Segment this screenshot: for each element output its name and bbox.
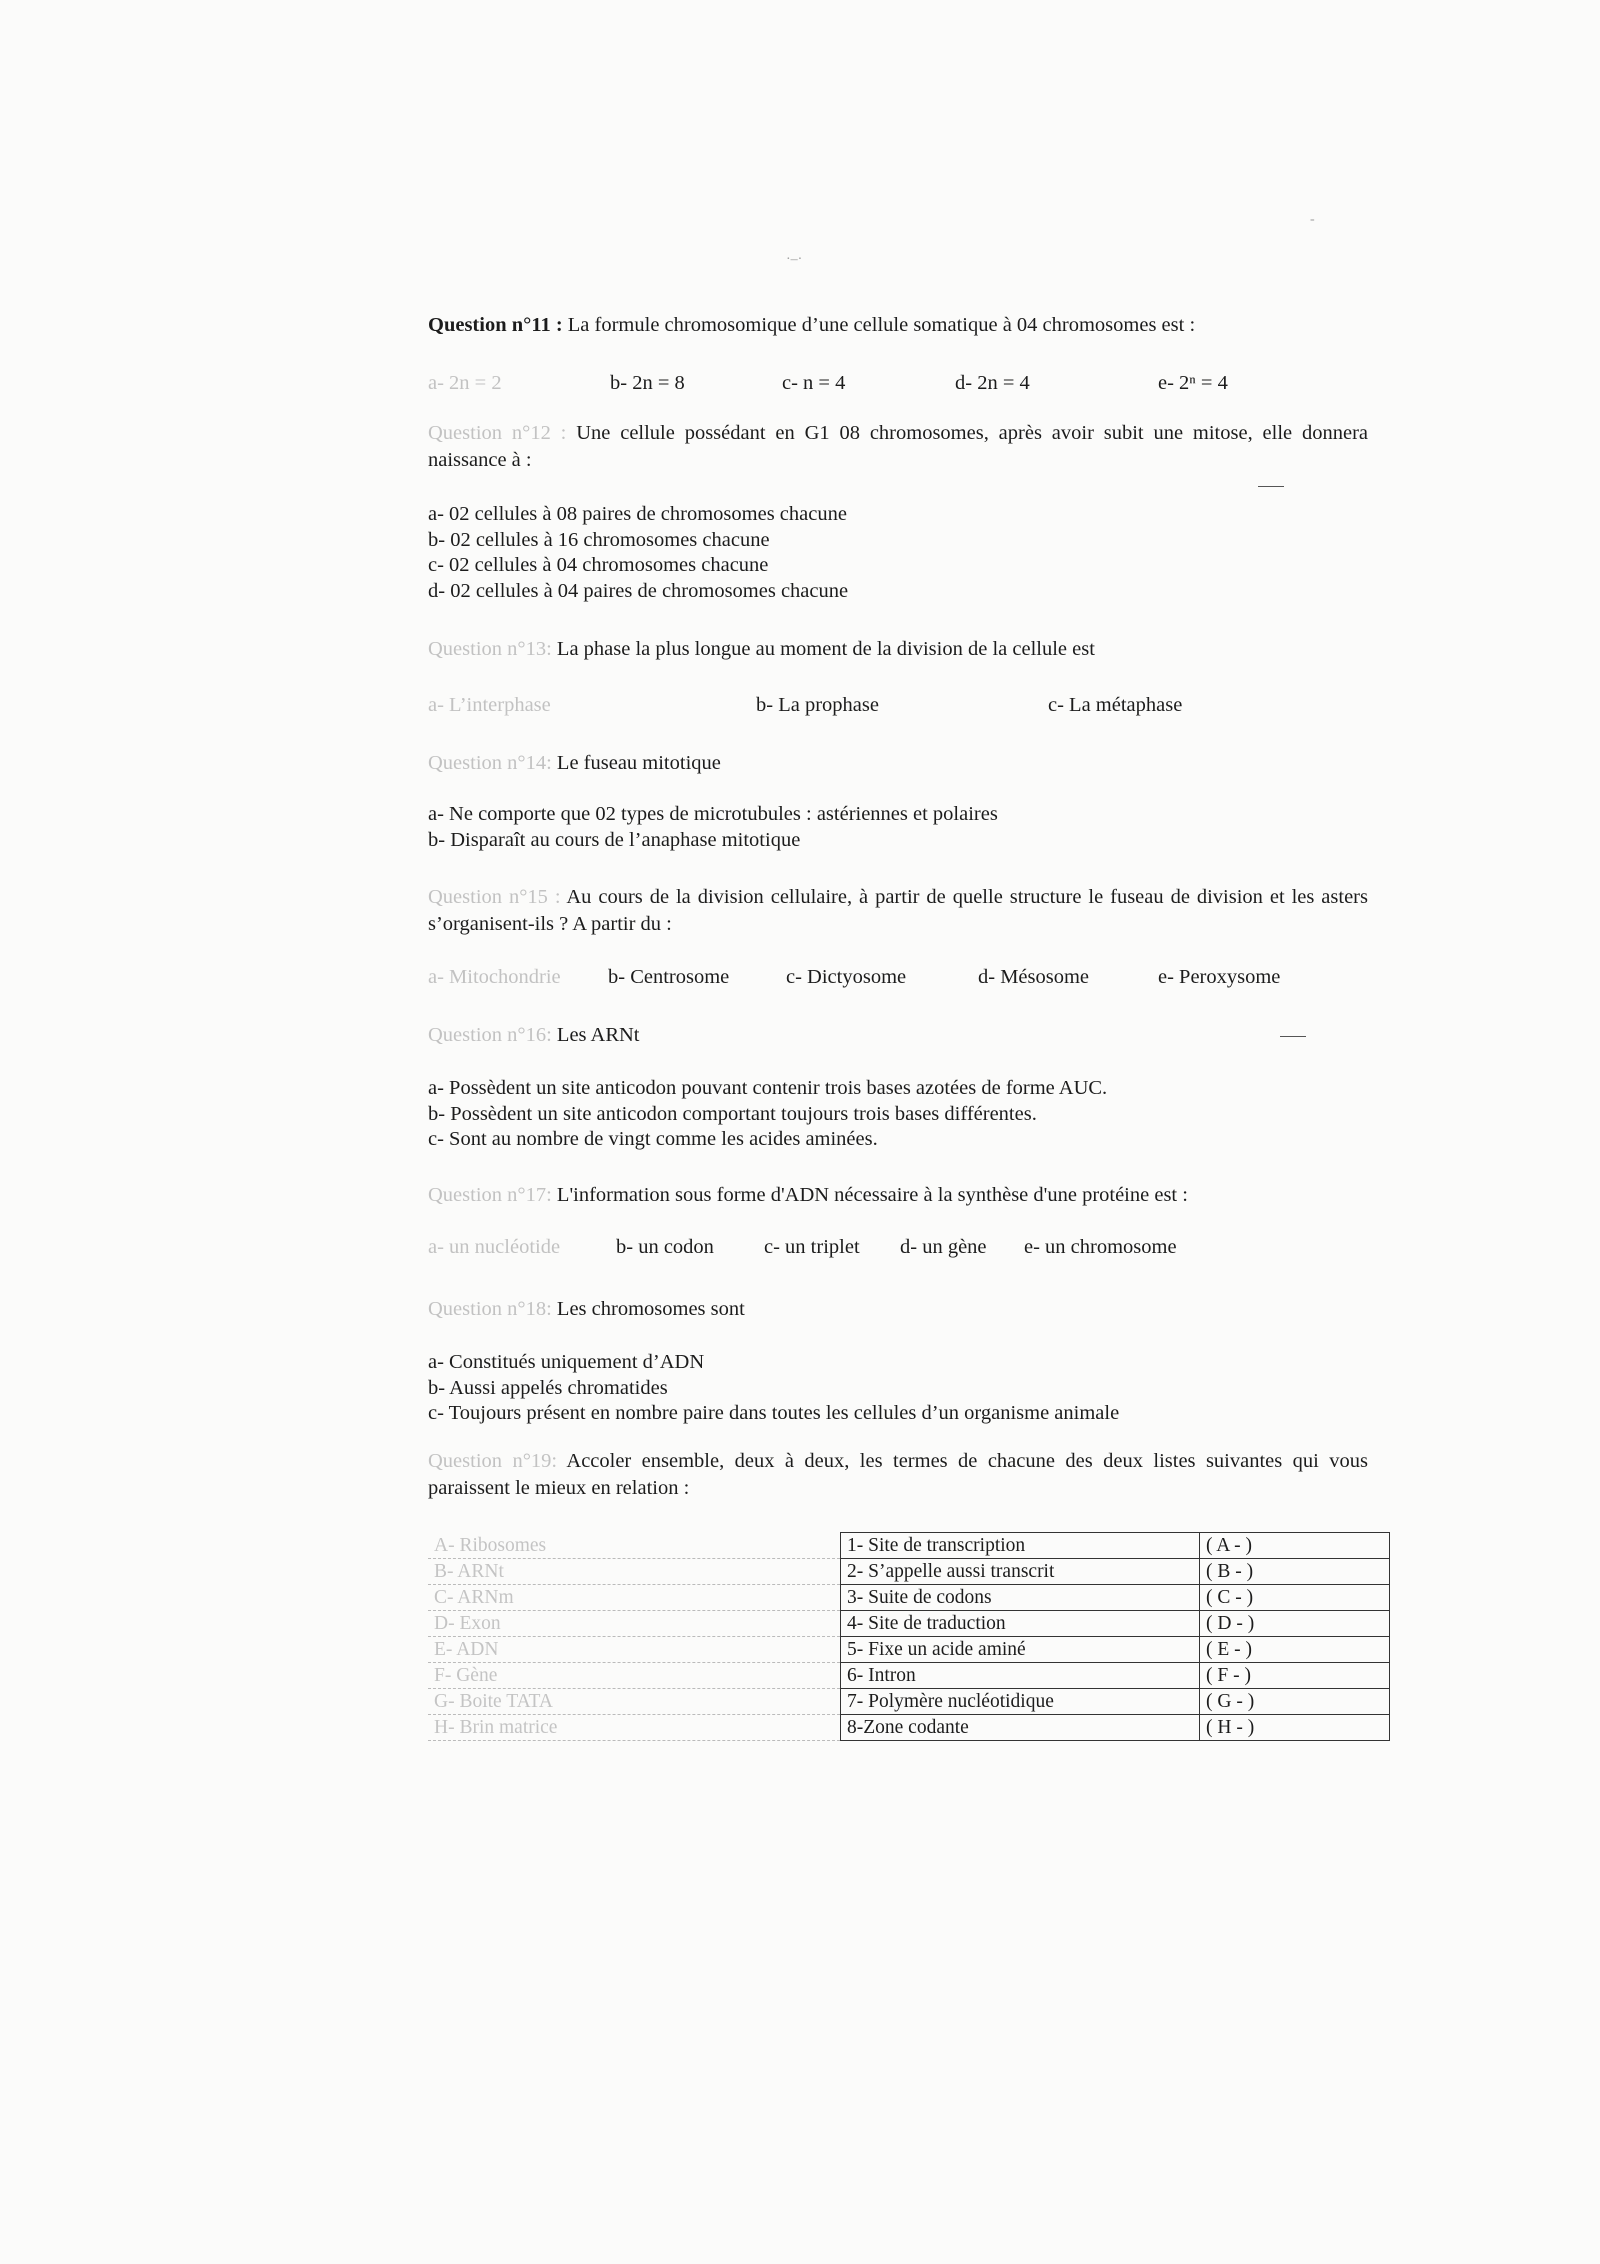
option-c: c- Sont au nombre de vingt comme les acides aminées. <box>428 1128 878 1150</box>
answer-slot: ( G - ) <box>1200 1689 1390 1715</box>
question-18-options <box>428 1350 1119 1427</box>
scan-mark <box>1280 1036 1306 1037</box>
question-15 <box>428 884 1368 938</box>
right-term: 1- Site de transcription <box>841 1533 1200 1559</box>
answer-slot: ( C - ) <box>1200 1585 1390 1611</box>
question-19 <box>428 1448 1368 1502</box>
right-term: 4- Site de traduction <box>841 1611 1200 1637</box>
option-c: c- Toujours présent en nombre paire dans toutes les cellules d’un organisme animale <box>428 1402 1120 1424</box>
question-16 <box>428 1022 1368 1049</box>
option-c: c- un triplet <box>764 1236 860 1258</box>
left-term: E- ADN <box>428 1637 841 1663</box>
option-b: b- Disparaît au cours de l’anaphase mitotique <box>428 828 801 851</box>
option-b: b- Centrosome <box>608 966 730 988</box>
option-b: b- 02 cellules à 16 chromosomes chacune <box>428 528 770 551</box>
option-a: a- Ne comporte que 02 types de microtubules : astériennes et polaires <box>428 803 998 825</box>
question-11 <box>428 312 1368 339</box>
question-text: Une cellule possédant en G1 08 chromosomes, après avoir subit une mitose, elle donnera naissance à : <box>428 422 1369 471</box>
left-term: F- Gène <box>428 1663 841 1689</box>
option-d: d- un gène <box>900 1236 987 1258</box>
option-b: b- Aussi appelés chromatides <box>428 1376 668 1399</box>
question-label: Question n°11 : <box>428 314 563 336</box>
question-17 <box>428 1182 1368 1209</box>
answer-slot: ( A - ) <box>1200 1533 1390 1559</box>
option-a: a- Possèdent un site anticodon pouvant contenir trois bases azotées de forme AUC. <box>428 1077 1108 1099</box>
option-c: c- Dictyosome <box>786 966 907 988</box>
option-b: b- Possèdent un site anticodon comportant toujours trois bases différentes. <box>428 1102 1037 1125</box>
option-e: e- un chromosome <box>1024 1236 1177 1258</box>
left-term: G- Boite TATA <box>428 1689 841 1715</box>
question-13 <box>428 636 1368 663</box>
option-d: d- 2n = 4 <box>955 372 1030 394</box>
left-term: A- Ribosomes <box>428 1533 841 1559</box>
question-text: Les ARNt <box>556 1024 640 1046</box>
left-term: D- Exon <box>428 1611 841 1637</box>
question-12-options <box>428 502 848 604</box>
option-b: b- La prophase <box>756 694 879 716</box>
question-14-options <box>428 802 998 853</box>
right-term: 8-Zone codante <box>841 1715 1200 1741</box>
question-18 <box>428 1296 1368 1323</box>
option-a: a- Mitochondrie <box>428 966 561 988</box>
option-b: b- 2n = 8 <box>610 372 685 394</box>
question-label: Question n°14: <box>428 752 552 774</box>
option-a: a- un nucléotide <box>428 1236 561 1258</box>
scan-mark <box>1258 486 1284 487</box>
answer-slot: ( B - ) <box>1200 1559 1390 1585</box>
right-term: 6- Intron <box>841 1663 1200 1689</box>
table-row <box>428 1585 1390 1611</box>
table-row <box>428 1689 1390 1715</box>
option-c: c- La métaphase <box>1048 694 1183 716</box>
table-row <box>428 1715 1390 1741</box>
option-a: a- 02 cellules à 08 paires de chromosomes chacune <box>428 503 847 525</box>
scan-mark: - <box>1310 212 1315 227</box>
option-e: e- 2ⁿ = 4 <box>1158 372 1228 394</box>
left-term: C- ARNm <box>428 1585 841 1611</box>
question-14 <box>428 750 1368 777</box>
answer-slot: ( H - ) <box>1200 1715 1390 1741</box>
answer-slot: ( D - ) <box>1200 1611 1390 1637</box>
option-c: c- 02 cellules à 04 chromosomes chacune <box>428 554 769 576</box>
question-label: Question n°12 : <box>428 422 567 444</box>
question-12 <box>428 420 1368 474</box>
question-label: Question n°16: <box>428 1024 552 1046</box>
question-label: Question n°17: <box>428 1184 552 1206</box>
table-row <box>428 1559 1390 1585</box>
option-c: c- n = 4 <box>782 372 846 394</box>
question-text: Accoler ensemble, deux à deux, les termes de chacune des deux listes suivantes qui vous paraissent le mieux en relation : <box>428 1450 1369 1499</box>
option-d: d- 02 cellules à 04 paires de chromosomes chacune <box>428 579 849 602</box>
question-label: Question n°18: <box>428 1298 552 1320</box>
left-term: H- Brin matrice <box>428 1715 841 1741</box>
question-label: Question n°19: <box>428 1450 558 1472</box>
option-e: e- Peroxysome <box>1158 966 1281 988</box>
question-text: La phase la plus longue au moment de la division de la cellule est <box>556 638 1095 660</box>
table-row <box>428 1533 1390 1559</box>
right-term: 5- Fixe un acide aminé <box>841 1637 1200 1663</box>
right-term: 2- S’appelle aussi transcrit <box>841 1559 1200 1585</box>
answer-slot: ( F - ) <box>1200 1663 1390 1689</box>
question-text: La formule chromosomique d’une cellule somatique à 04 chromosomes est : <box>567 314 1196 336</box>
option-d: d- Mésosome <box>978 966 1090 988</box>
question-label: Question n°15 : <box>428 886 561 908</box>
answer-slot: ( E - ) <box>1200 1637 1390 1663</box>
option-a: a- 2n = 2 <box>428 372 502 394</box>
question-text: Au cours de la division cellulaire, à partir de quelle structure le fuseau de division et les asters s’organisent-ils ? A partir du : <box>428 886 1368 935</box>
option-a: a- Constitués uniquement d’ADN <box>428 1351 705 1373</box>
table-row <box>428 1611 1390 1637</box>
right-term: 3- Suite de codons <box>841 1585 1200 1611</box>
table-row <box>428 1637 1390 1663</box>
question-text: Le fuseau mitotique <box>556 752 721 774</box>
option-a: a- L’interphase <box>428 694 551 716</box>
left-term: B- ARNt <box>428 1559 841 1585</box>
question-label: Question n°13: <box>428 638 552 660</box>
question-16-options <box>428 1076 1107 1153</box>
right-term: 7- Polymère nucléotidique <box>841 1689 1200 1715</box>
matching-table <box>428 1532 1390 1741</box>
question-text: Les chromosomes sont <box>556 1298 745 1320</box>
table-row <box>428 1663 1390 1689</box>
question-text: L'information sous forme d'ADN nécessaire à la synthèse d'une protéine est : <box>556 1184 1188 1206</box>
scan-mark: ·–· <box>786 252 803 267</box>
option-b: b- un codon <box>616 1236 714 1258</box>
